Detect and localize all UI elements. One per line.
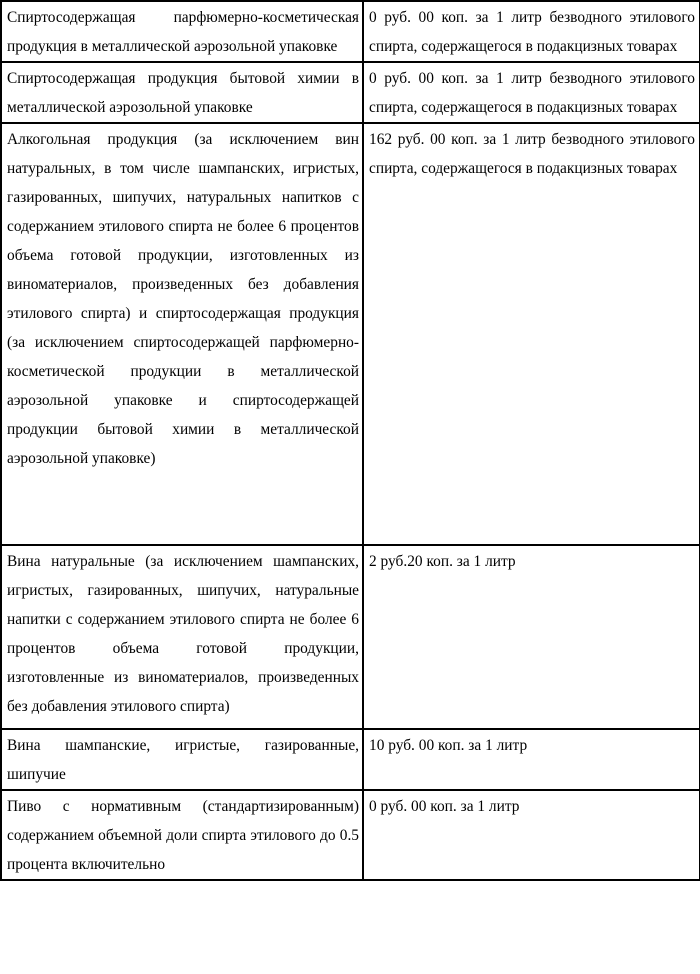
rate-cell: 10 руб. 00 коп. за 1 литр [363, 729, 700, 790]
table-row [1, 123, 700, 545]
table-row [1, 545, 700, 729]
product-cell: Спиртосодержащая продукция бытовой химии в металлической аэрозольной упаковке [1, 62, 363, 123]
product-cell: Вина натуральные (за исключением шампанских, игристых, газированных, шипучих, натуральные напитки с содержанием этилового спирта не более 6 процентов объема готовой продукции, изготовленные из виноматериалов, произведенных без добавления этилового спирта) [1, 545, 363, 729]
rate-cell: 0 руб. 00 коп. за 1 литр безводного этилового спирта, содержащегося в подакцизных товарах [363, 62, 700, 123]
rate-cell: 0 руб. 00 коп. за 1 литр [363, 790, 700, 880]
table-row [1, 790, 700, 880]
product-cell: Спиртосодержащая парфюмерно-косметическая продукция в металлической аэрозольной упаковке [1, 1, 363, 62]
rate-cell: 2 руб.20 коп. за 1 литр [363, 545, 700, 729]
table-row [1, 1, 700, 62]
table-row [1, 62, 700, 123]
table-row [1, 729, 700, 790]
product-cell: Алкогольная продукция (за исключением вин натуральных, в том числе шампанских, игристых, газированных, шипучих, натуральных напитков с содержанием этилового спирта не более 6 процентов объема готовой продукции, изготовленных из виноматериалов, произведенных без добавления этилового спирта) и спиртосодержащая продукция (за исключением спиртосодержащей парфюмерно-косметической продукции в металлической аэрозольной упаковке и спиртосодержащей продукции бытовой химии в металлической аэрозольной упаковке) [1, 123, 363, 545]
product-cell: Пиво с нормативным (стандартизированным) содержанием объемной доли спирта этилового до 0.5 процента включительно [1, 790, 363, 880]
table-body [1, 1, 700, 880]
rate-cell: 162 руб. 00 коп. за 1 литр безводного этилового спирта, содержащегося в подакцизных товарах [363, 123, 700, 545]
product-cell: Вина шампанские, игристые, газированные, шипучие [1, 729, 363, 790]
rate-cell: 0 руб. 00 коп. за 1 литр безводного этилового спирта, содержащегося в подакцизных товарах [363, 1, 700, 62]
